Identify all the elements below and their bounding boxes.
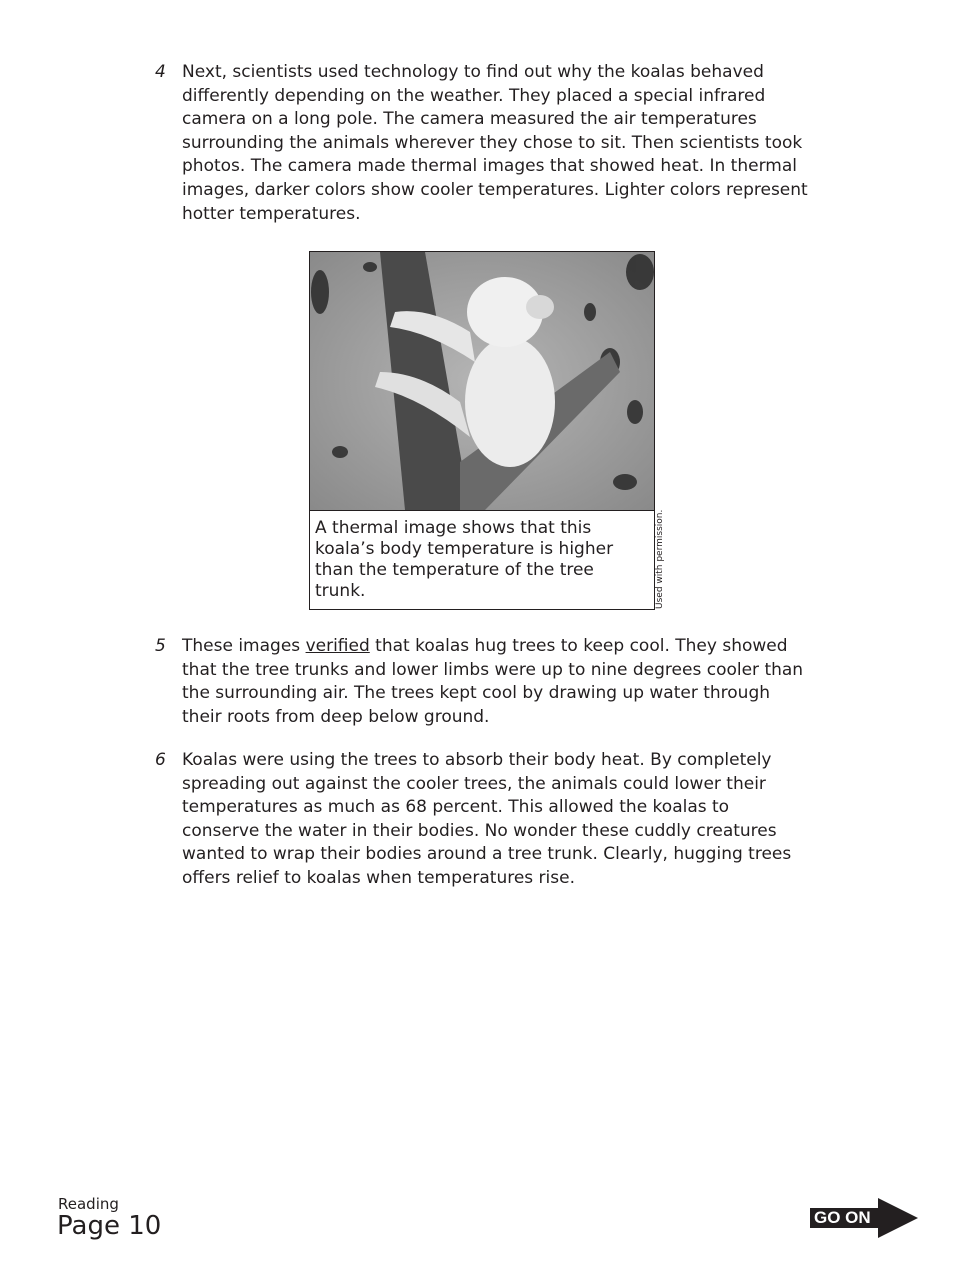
text-line: conserve the water in their bodies. No wonder these cuddly creatures — [182, 820, 777, 841]
image-credit: Used with permission. — [655, 509, 665, 609]
text-segment: that koalas hug trees to keep cool. They showed — [369, 636, 788, 656]
koala-thermal-photo — [310, 252, 654, 511]
paragraph-5 — [155, 635, 855, 729]
go-on-label: GO ON — [814, 1208, 871, 1227]
underlined-vocabulary-word: verified — [305, 636, 370, 656]
text-line: surrounding the animals wherever they chose to sit. Then scientists took — [182, 132, 803, 153]
page-number: Page 10 — [57, 1211, 162, 1241]
text-line: camera on a long pole. The camera measured the air temperatures — [182, 109, 757, 130]
text-line — [182, 635, 855, 659]
text-line: differently depending on the weather. They placed a special infrared — [182, 85, 766, 106]
paragraph-6 — [155, 749, 855, 891]
text-line: images, darker colors show cooler temperatures. Lighter colors represent — [182, 179, 808, 200]
text-segment: These images — [182, 636, 306, 656]
text-line: wanted to wrap their bodies around a tree trunk. Clearly, hugging trees — [182, 844, 792, 865]
text-line: Next, scientists used technology to find out why the koalas behaved — [182, 62, 764, 82]
text-line: offers relief to koalas when temperatures rise. — [182, 867, 575, 888]
footer-section-label: Reading — [58, 1195, 119, 1213]
paragraph-number: 4 — [155, 62, 166, 82]
text-line: temperatures as much as 68 percent. This allowed the koalas to — [182, 797, 730, 818]
arrow-right-icon — [878, 1198, 918, 1238]
figure-caption — [315, 518, 645, 602]
go-on-arrow — [810, 1198, 920, 1238]
text-line: that the tree trunks and lower limbs were up to nine degrees cooler than — [182, 659, 804, 680]
caption-line: than the temperature of the tree — [315, 560, 594, 580]
text-line: their roots from deep below ground. — [182, 706, 490, 727]
thermal-image-figure — [309, 251, 655, 610]
text-line: the surrounding air. The trees kept cool by drawing up water through — [182, 683, 771, 704]
text-line: photos. The camera made thermal images that showed heat. In thermal — [182, 156, 797, 177]
caption-line: trunk. — [315, 581, 366, 601]
paragraph-number: 6 — [155, 750, 166, 770]
paragraph-number: 5 — [155, 636, 166, 656]
caption-line: A thermal image shows that this — [315, 518, 592, 538]
caption-line: koala’s body temperature is higher — [315, 539, 614, 559]
paragraph-4 — [155, 61, 855, 226]
text-line: Koalas were using the trees to absorb their body heat. By completely — [182, 750, 772, 770]
text-line: spreading out against the cooler trees, the animals could lower their — [182, 773, 766, 794]
text-line: hotter temperatures. — [182, 203, 361, 224]
